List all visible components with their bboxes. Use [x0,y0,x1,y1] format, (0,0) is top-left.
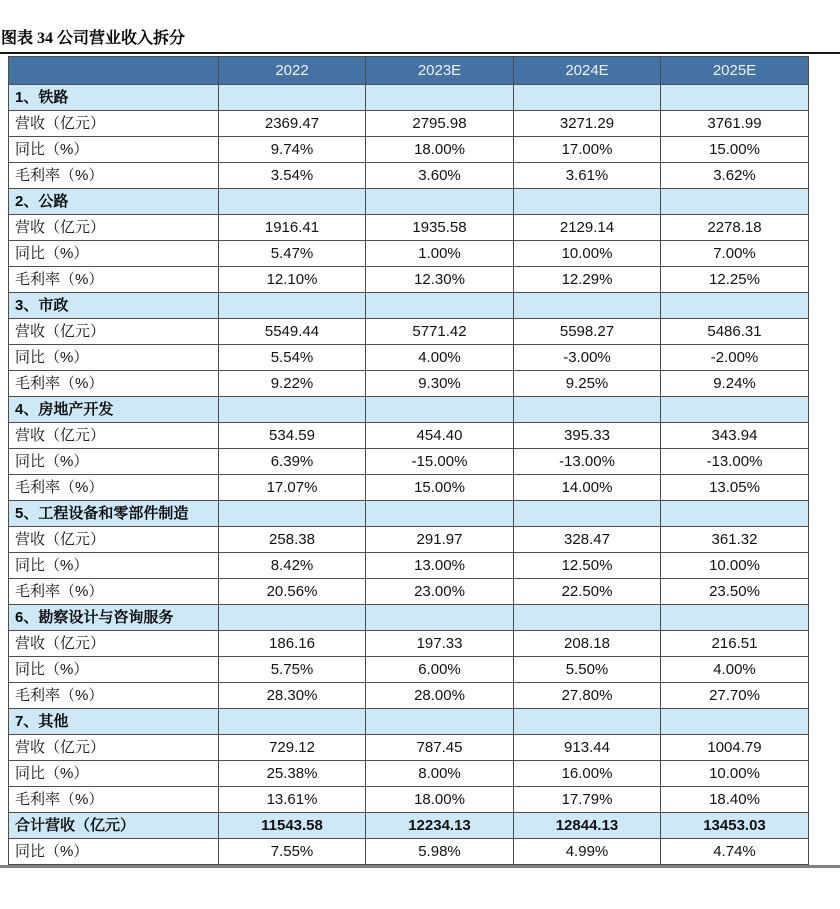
metric-label-cell: 同比（%） [9,449,219,475]
metric-label-cell: 营收（亿元） [9,215,219,241]
section-filler-cell [514,709,661,735]
metric-row [9,371,809,397]
metric-row [9,267,809,293]
total-yoy-value-cell: 4.74% [661,839,809,865]
value-cell: 16.00% [514,761,661,787]
value-cell: 1935.58 [366,215,514,241]
section-filler-cell [219,709,366,735]
metric-label-cell: 同比（%） [9,345,219,371]
section-filler-cell [366,709,514,735]
section-filler-cell [219,501,366,527]
metric-row [9,553,809,579]
metric-row [9,527,809,553]
value-cell: 17.00% [514,137,661,163]
value-cell: 1.00% [366,241,514,267]
table-body [9,85,809,865]
total-yoy-value-cell: 7.55% [219,839,366,865]
value-cell: 27.80% [514,683,661,709]
section-row [9,397,809,423]
value-cell: -15.00% [366,449,514,475]
header-empty-cell [9,57,219,85]
metric-row [9,423,809,449]
value-cell: 2129.14 [514,215,661,241]
section-name-cell: 1、铁路 [9,85,219,111]
revenue-breakdown-table [8,56,809,865]
metric-label-cell: 营收（亿元） [9,527,219,553]
value-cell: 9.25% [514,371,661,397]
value-cell: 12.30% [366,267,514,293]
metric-label-cell: 毛利率（%） [9,579,219,605]
value-cell: 216.51 [661,631,809,657]
header-year-2024e: 2024E [514,57,661,85]
value-cell: 15.00% [366,475,514,501]
metric-row [9,215,809,241]
value-cell: 5.54% [219,345,366,371]
metric-label-cell: 毛利率（%） [9,475,219,501]
section-row [9,605,809,631]
section-row [9,85,809,111]
section-filler-cell [661,397,809,423]
value-cell: 23.00% [366,579,514,605]
value-cell: 6.39% [219,449,366,475]
section-filler-cell [514,189,661,215]
metric-label-cell: 营收（亿元） [9,423,219,449]
value-cell: 12.50% [514,553,661,579]
value-cell: 2278.18 [661,215,809,241]
figure-title: 图表 34 公司营业收入拆分 [1,30,186,47]
value-cell: 22.50% [514,579,661,605]
section-filler-cell [661,189,809,215]
value-cell: 13.05% [661,475,809,501]
section-row [9,501,809,527]
value-cell: 4.00% [661,657,809,683]
value-cell: 28.00% [366,683,514,709]
value-cell: 10.00% [514,241,661,267]
section-name-cell: 4、房地产开发 [9,397,219,423]
section-filler-cell [366,85,514,111]
value-cell: 25.38% [219,761,366,787]
section-filler-cell [661,293,809,319]
metric-row [9,683,809,709]
section-filler-cell [514,501,661,527]
value-cell: 15.00% [661,137,809,163]
metric-label-cell: 毛利率（%） [9,163,219,189]
value-cell: 12.10% [219,267,366,293]
value-cell: 5598.27 [514,319,661,345]
metric-row [9,475,809,501]
section-filler-cell [366,397,514,423]
header-year-2023e: 2023E [366,57,514,85]
metric-label-cell: 营收（亿元） [9,111,219,137]
total-value-cell: 13453.03 [661,813,809,839]
value-cell: 5.75% [219,657,366,683]
total-value-cell: 11543.58 [219,813,366,839]
section-filler-cell [219,293,366,319]
value-cell: 10.00% [661,761,809,787]
section-filler-cell [219,397,366,423]
section-filler-cell [366,501,514,527]
value-cell: 787.45 [366,735,514,761]
metric-label-cell: 毛利率（%） [9,371,219,397]
total-value-cell: 12234.13 [366,813,514,839]
section-name-cell: 3、市政 [9,293,219,319]
metric-row [9,345,809,371]
value-cell: 913.44 [514,735,661,761]
value-cell: 9.24% [661,371,809,397]
section-filler-cell [661,605,809,631]
value-cell: 5.50% [514,657,661,683]
value-cell: -2.00% [661,345,809,371]
value-cell: 6.00% [366,657,514,683]
value-cell: 17.79% [514,787,661,813]
total-label-cell: 合计营收（亿元） [9,813,219,839]
metric-row [9,631,809,657]
value-cell: 13.61% [219,787,366,813]
metric-label-cell: 毛利率（%） [9,267,219,293]
top-rule [0,52,840,54]
value-cell: 729.12 [219,735,366,761]
section-name-cell: 2、公路 [9,189,219,215]
header-row [9,57,809,85]
metric-label-cell: 同比（%） [9,761,219,787]
value-cell: 291.97 [366,527,514,553]
metric-row [9,761,809,787]
value-cell: 1004.79 [661,735,809,761]
metric-label-cell: 毛利率（%） [9,787,219,813]
section-name-cell: 7、其他 [9,709,219,735]
value-cell: 5771.42 [366,319,514,345]
section-filler-cell [661,709,809,735]
value-cell: 10.00% [661,553,809,579]
section-name-cell: 6、勘察设计与咨询服务 [9,605,219,631]
header-year-2022: 2022 [219,57,366,85]
value-cell: 5486.31 [661,319,809,345]
total-yoy-row [9,839,809,865]
bottom-rule [0,865,840,868]
value-cell: 27.70% [661,683,809,709]
value-cell: 18.00% [366,137,514,163]
metric-label-cell: 营收（亿元） [9,735,219,761]
value-cell: 28.30% [219,683,366,709]
value-cell: 7.00% [661,241,809,267]
value-cell: 343.94 [661,423,809,449]
value-cell: 3.61% [514,163,661,189]
section-filler-cell [514,85,661,111]
section-filler-cell [366,293,514,319]
value-cell: 4.00% [366,345,514,371]
total-yoy-label-cell: 同比（%） [9,839,219,865]
metric-row [9,319,809,345]
value-cell: 23.50% [661,579,809,605]
metric-label-cell: 同比（%） [9,553,219,579]
metric-label-cell: 同比（%） [9,137,219,163]
metric-row [9,735,809,761]
value-cell: 3761.99 [661,111,809,137]
value-cell: 9.74% [219,137,366,163]
value-cell: -13.00% [514,449,661,475]
value-cell: 197.33 [366,631,514,657]
value-cell: 9.30% [366,371,514,397]
value-cell: 208.18 [514,631,661,657]
value-cell: 534.59 [219,423,366,449]
value-cell: 2795.98 [366,111,514,137]
value-cell: 8.00% [366,761,514,787]
value-cell: 12.29% [514,267,661,293]
total-yoy-value-cell: 5.98% [366,839,514,865]
value-cell: 361.32 [661,527,809,553]
value-cell: 1916.41 [219,215,366,241]
value-cell: 258.38 [219,527,366,553]
value-cell: 3.54% [219,163,366,189]
value-cell: -13.00% [661,449,809,475]
value-cell: 9.22% [219,371,366,397]
section-filler-cell [514,605,661,631]
section-filler-cell [514,397,661,423]
value-cell: 18.40% [661,787,809,813]
total-row [9,813,809,839]
value-cell: 14.00% [514,475,661,501]
metric-label-cell: 营收（亿元） [9,319,219,345]
metric-label-cell: 同比（%） [9,657,219,683]
section-filler-cell [219,605,366,631]
section-filler-cell [514,293,661,319]
section-filler-cell [366,605,514,631]
metric-row [9,241,809,267]
metric-label-cell: 毛利率（%） [9,683,219,709]
section-filler-cell [219,189,366,215]
section-filler-cell [366,189,514,215]
value-cell: 3.62% [661,163,809,189]
metric-row [9,657,809,683]
value-cell: 3271.29 [514,111,661,137]
metric-label-cell: 同比（%） [9,241,219,267]
section-filler-cell [219,85,366,111]
value-cell: 13.00% [366,553,514,579]
section-filler-cell [661,85,809,111]
metric-label-cell: 营收（亿元） [9,631,219,657]
value-cell: 3.60% [366,163,514,189]
header-year-2025e: 2025E [661,57,809,85]
value-cell: 328.47 [514,527,661,553]
value-cell: 454.40 [366,423,514,449]
metric-row [9,111,809,137]
metric-row [9,579,809,605]
total-value-cell: 12844.13 [514,813,661,839]
metric-row [9,163,809,189]
section-row [9,293,809,319]
section-name-cell: 5、工程设备和零部件制造 [9,501,219,527]
value-cell: 395.33 [514,423,661,449]
metric-row [9,137,809,163]
metric-row [9,449,809,475]
value-cell: 17.07% [219,475,366,501]
total-yoy-value-cell: 4.99% [514,839,661,865]
section-row [9,709,809,735]
value-cell: -3.00% [514,345,661,371]
value-cell: 2369.47 [219,111,366,137]
value-cell: 12.25% [661,267,809,293]
value-cell: 5.47% [219,241,366,267]
value-cell: 20.56% [219,579,366,605]
value-cell: 8.42% [219,553,366,579]
value-cell: 18.00% [366,787,514,813]
section-row [9,189,809,215]
section-filler-cell [661,501,809,527]
value-cell: 186.16 [219,631,366,657]
value-cell: 5549.44 [219,319,366,345]
metric-row [9,787,809,813]
